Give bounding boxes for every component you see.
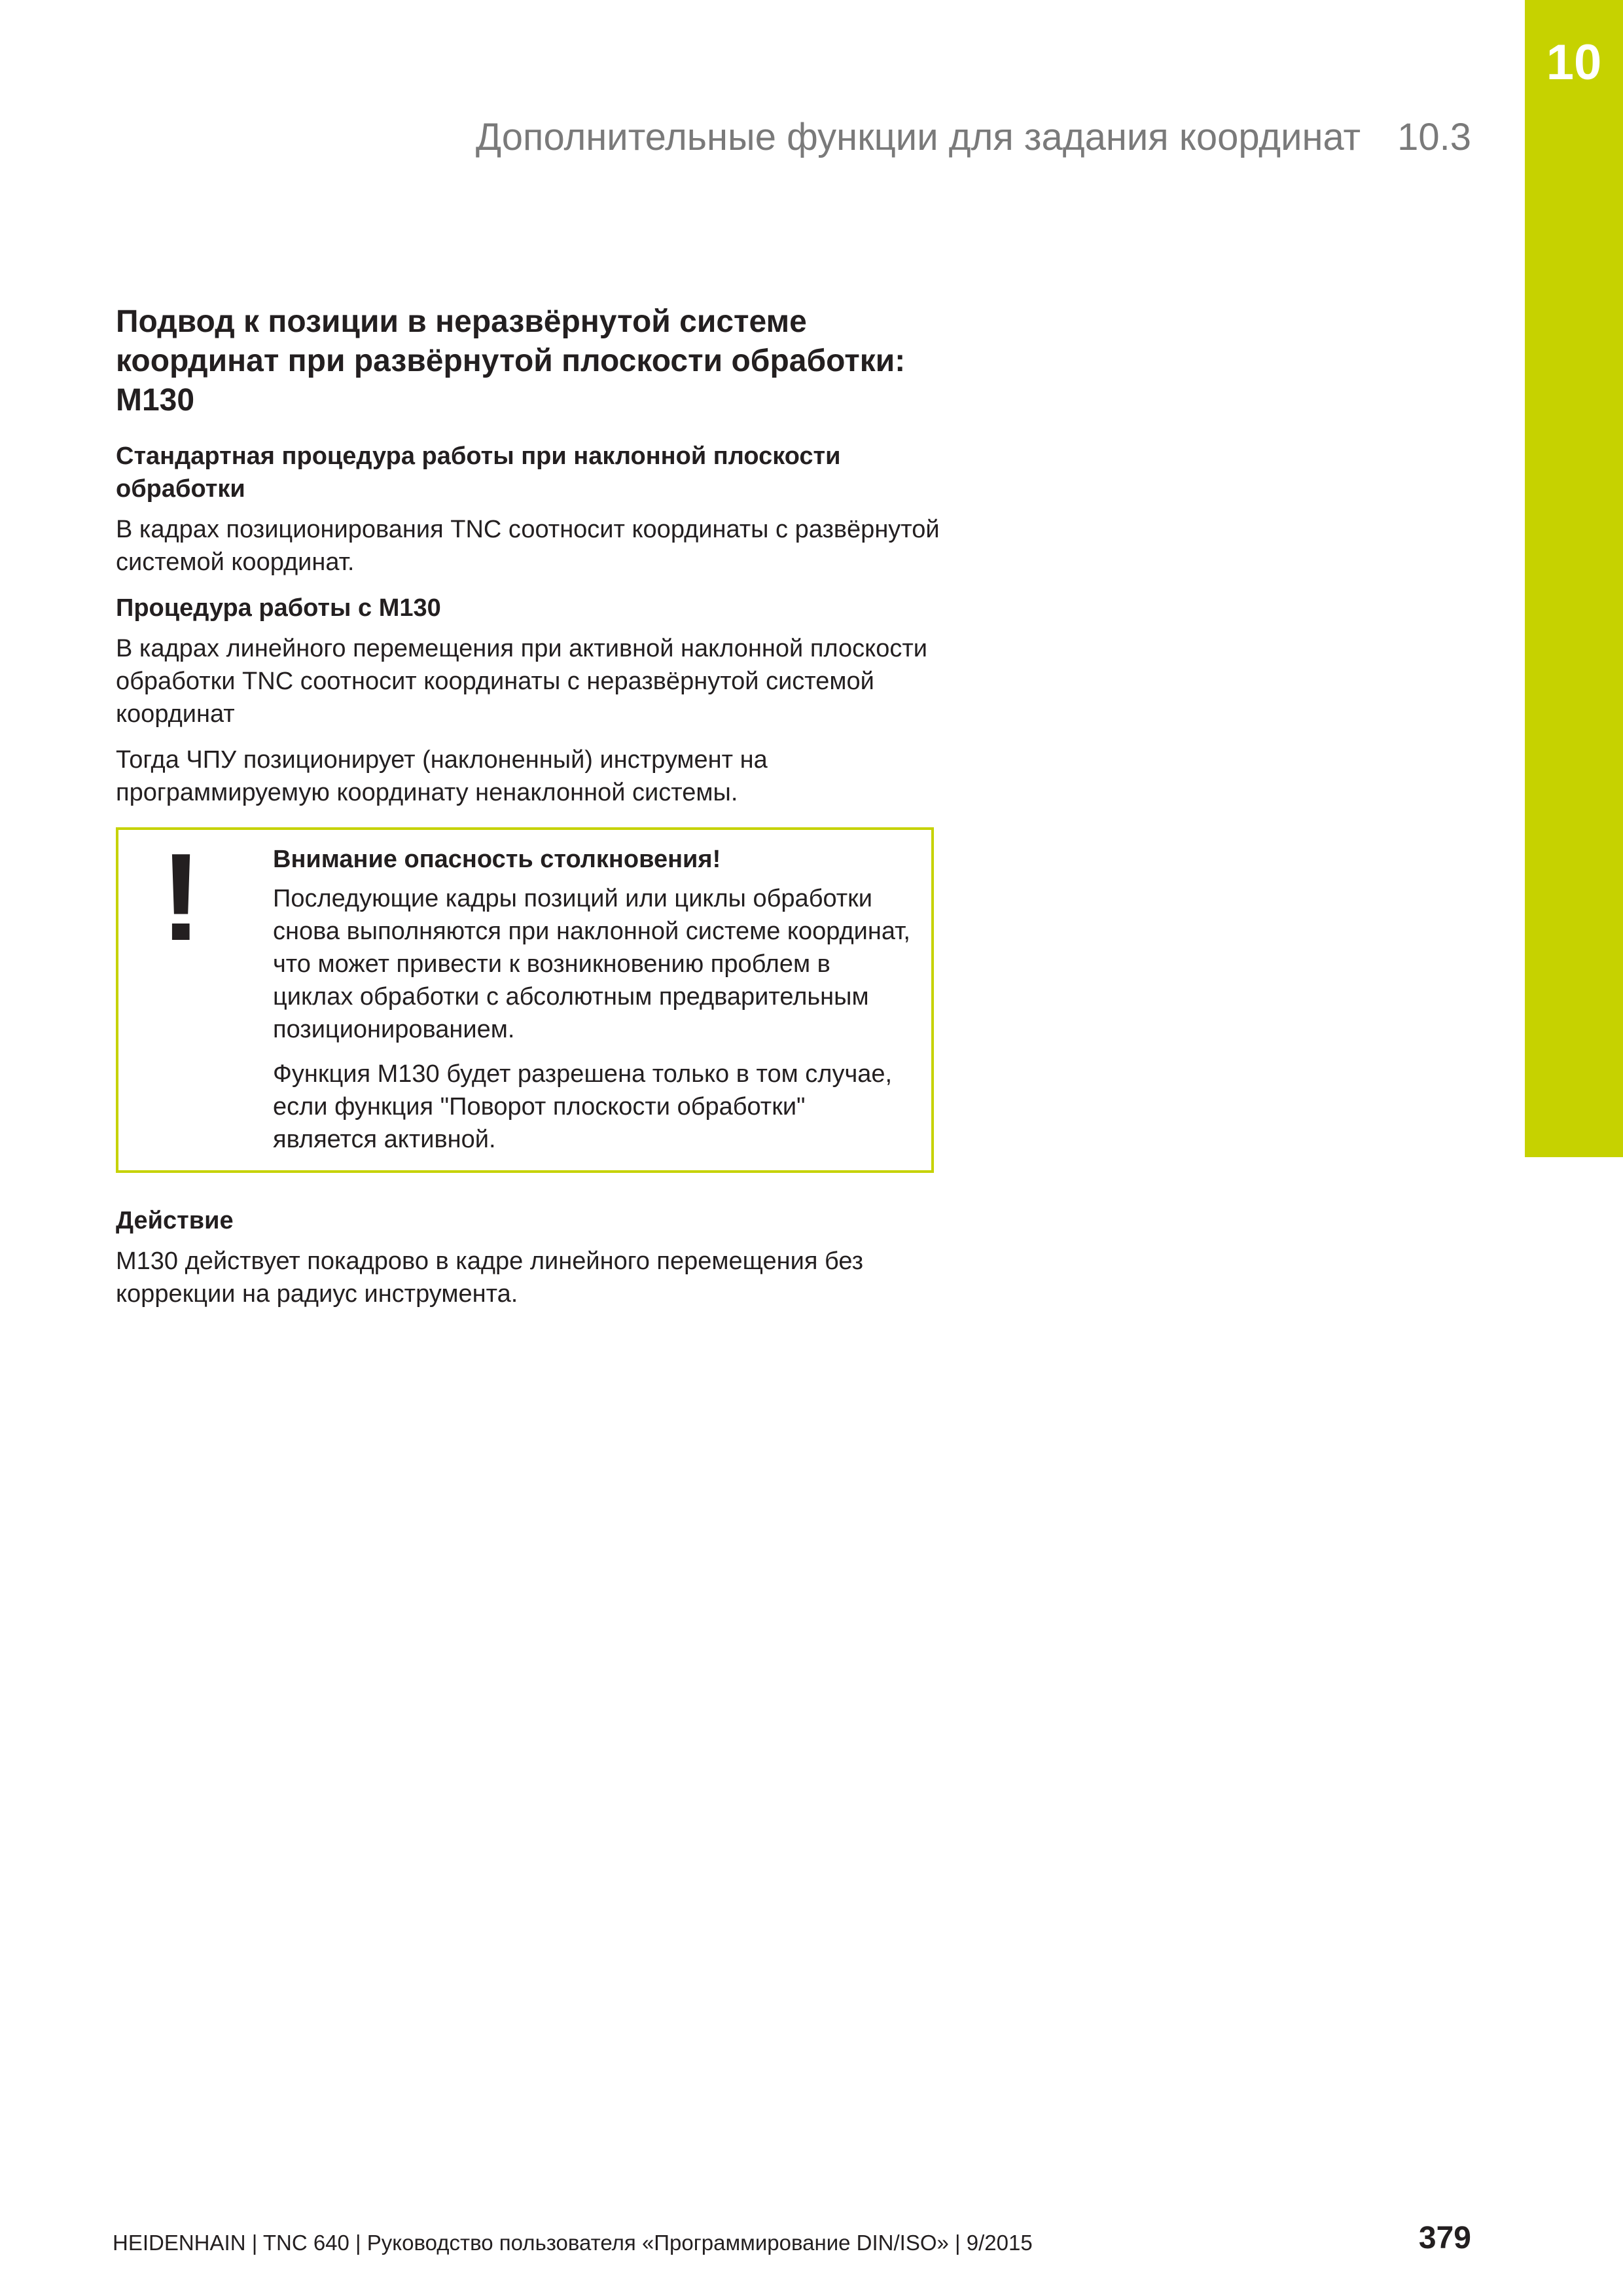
page-footer: HEIDENHAIN | TNC 640 | Руководство пользователя «Программирование DIN/ISO» | 9/2015	[113, 2231, 1033, 2255]
paragraph-standard-procedure: В кадрах позиционирования TNC соотносит координаты с развёрнутой системой координат.	[116, 516, 940, 576]
paragraph-effect: M130 действует покадрово в кадре линейного перемещения без коррекции на радиус инструмента.	[116, 1247, 864, 1308]
chapter-number: 10	[1546, 35, 1602, 90]
section-title: Подвод к позиции в неразвёрнутой системе координат при развёрнутой плоскости обработки: M130	[116, 304, 906, 418]
warning-paragraph: Функция M130 будет разрешена только в том случае, если функция "Поворот плоскости обработки" является активной.	[273, 1060, 893, 1153]
paragraph-tool-positioning: Тогда ЧПУ позиционирует (наклоненный) инструмент на программируемую координату ненаклонной системы.	[116, 746, 768, 806]
running-header	[476, 115, 1471, 159]
running-header-title: Дополнительные функции для задания координат	[475, 116, 1361, 158]
warning-paragraph: Последующие кадры позиций или циклы обработки снова выполняются при наклонной системе координат, что может привести к возникновению проблем в циклах обработки с абсолютным предварительным позиционированием.	[273, 885, 910, 1043]
subheading-m130-procedure: Процедура работы с M130	[116, 594, 441, 622]
main-content	[116, 302, 940, 1323]
paragraph-m130-procedure: В кадрах линейного перемещения при активной наклонной плоскости обработки TNC соотносит координаты с неразвёрнутой системой координат	[116, 635, 927, 728]
warning-title: Внимание опасность столкновения!	[273, 846, 721, 873]
exclamation-icon: !	[160, 828, 202, 967]
chapter-tab	[1525, 0, 1623, 1157]
page-number: 379	[1418, 2221, 1471, 2255]
running-header-section: 10.3	[1397, 116, 1471, 158]
subheading-effect: Действие	[116, 1207, 234, 1234]
subheading-standard-procedure: Стандартная процедура работы при наклонной плоскости обработки	[116, 442, 841, 503]
warning-box	[116, 827, 934, 1173]
